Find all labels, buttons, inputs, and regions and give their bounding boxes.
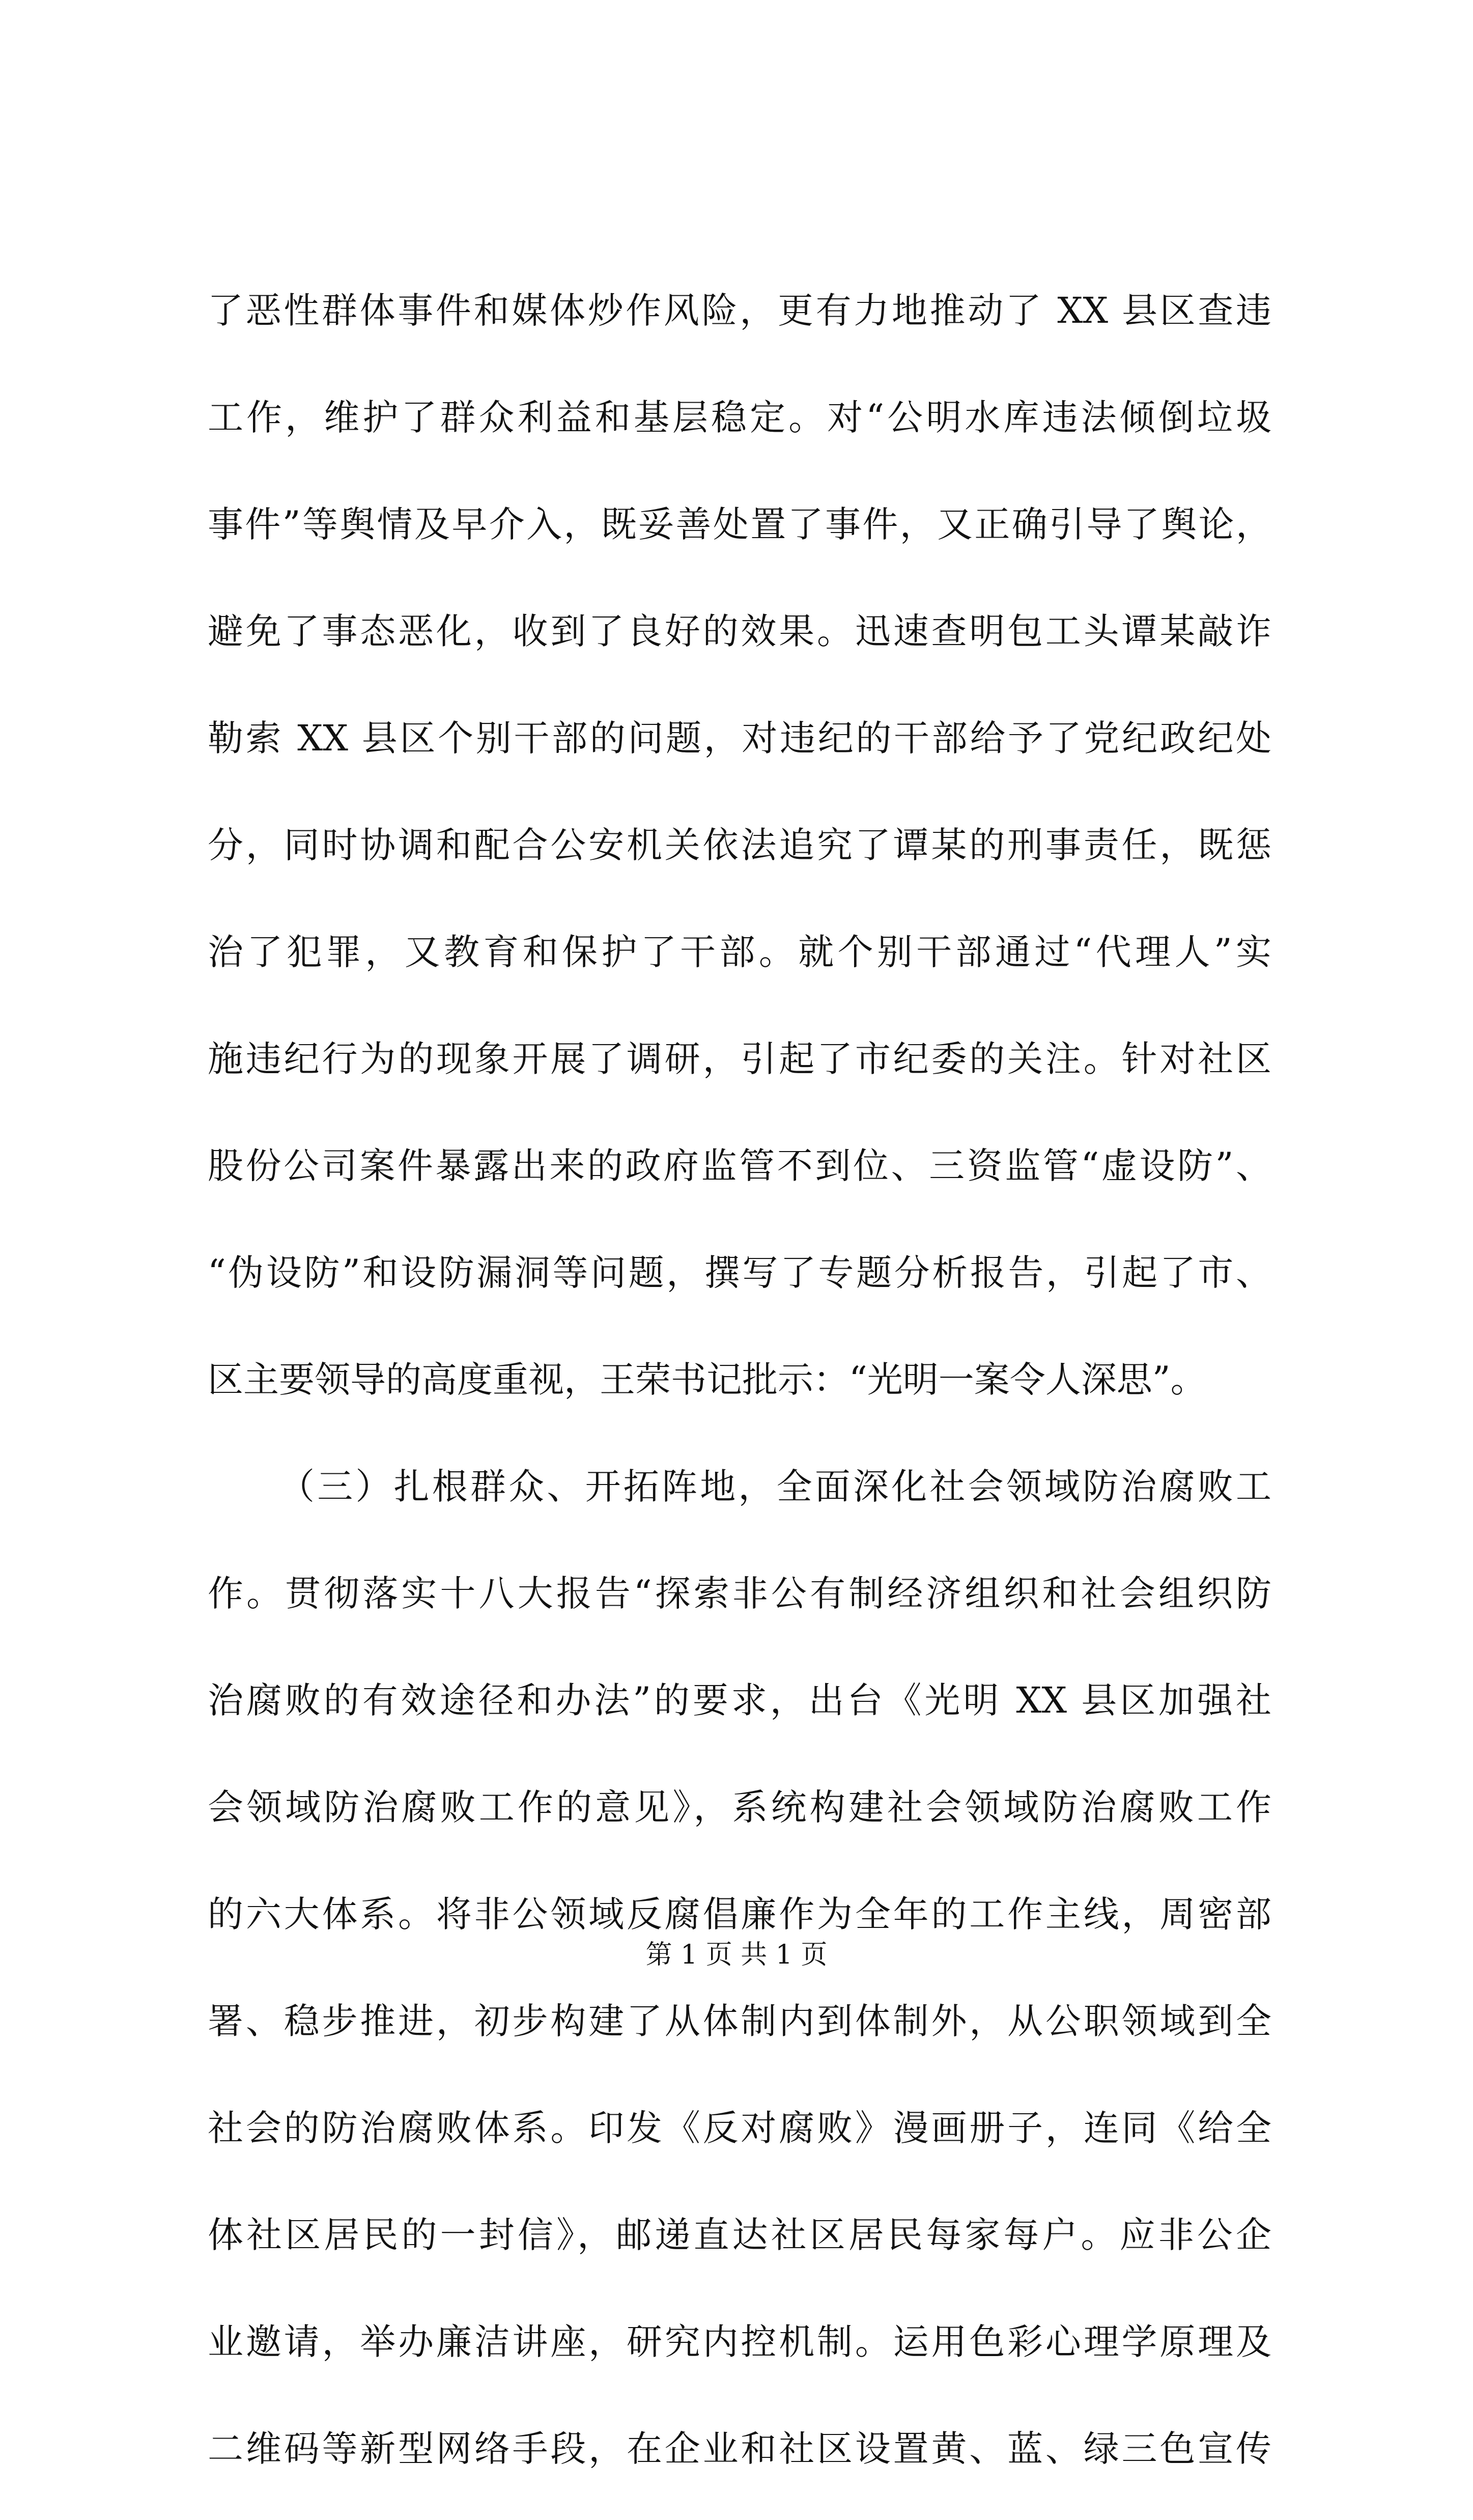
text-line: 的六大体系。将非公领域反腐倡廉作为全年的工作主线，周密部: [208, 1893, 1271, 1935]
text-line: 事件”等舆情及早介入，既妥善处置了事件，又正确引导了舆论，: [208, 503, 1271, 545]
text-line: 署、稳步推进，初步构建了从体制内到体制外，从公职领域到全: [208, 2000, 1271, 2042]
section-heading-line: （三）扎根群众、开拓阵地，全面深化社会领域防治腐败工: [279, 1466, 1271, 1507]
text-line: 社会的防治腐败体系。印发《反对腐败》漫画册子，连同《给全: [208, 2107, 1271, 2149]
text-line: 了恶性群体事件和媒体炒作风险，更有力地推动了 XX 县区查违: [208, 290, 1271, 331]
text-line: 治腐败的有效途径和办法”的要求，出台《光明 XX 县区加强社: [208, 1679, 1271, 1721]
text-line: 避免了事态恶化，收到了良好的效果。迅速查明包工头谭某敲诈: [208, 610, 1271, 652]
page-footer: 第 1 页 共 1 页: [645, 1940, 828, 1970]
text-line: 作。贯彻落实十八大报告“探索非公有制经济组织和社会组织防: [208, 1573, 1271, 1614]
text-line: 治了犯罪，又教育和保护了干部。就个别干部通过“代理人”实: [208, 931, 1271, 973]
text-line: “伪设防”和设防漏洞等问题，撰写了专题分析报告，引起了市、: [208, 1252, 1271, 1294]
text-line: 工作，维护了群众利益和基层稳定。对“公明水库违法倾倒垃圾: [208, 397, 1271, 438]
text-line: 区主要领导的高度重视，王荣书记批示：“光明一案令人深思”。: [208, 1359, 1206, 1401]
text-line: 体社区居民的一封信》，邮递直达社区居民每家每户。应非公企: [208, 2214, 1271, 2256]
text-line: 分，同时协调和配合公安机关依法追究了谭某的刑事责任，既惩: [208, 824, 1271, 866]
text-line: 业邀请，举办廉洁讲座，研究内控机制。运用色彩心理学原理及: [208, 2321, 1271, 2363]
text-line: 二维码等新型网络手段，在企业和社区设置黄、蓝、绿三色宣传: [208, 2428, 1271, 2470]
text-line: 股份公司案件暴露出来的政府监管不到位、三资监管“虚设防”、: [208, 1145, 1271, 1187]
text-line: 勒索 XX 县区个别干部的问题，对违纪的干部给予了党纪政纪处: [208, 717, 1271, 759]
text-line: 会领域防治腐败工作的意见》，系统构建社会领域防治腐败工作: [208, 1786, 1271, 1828]
document-body: [208, 275, 1271, 2520]
text-line: 施违纪行为的现象开展了调研，引起了市纪委的关注。针对社区: [208, 1038, 1271, 1080]
